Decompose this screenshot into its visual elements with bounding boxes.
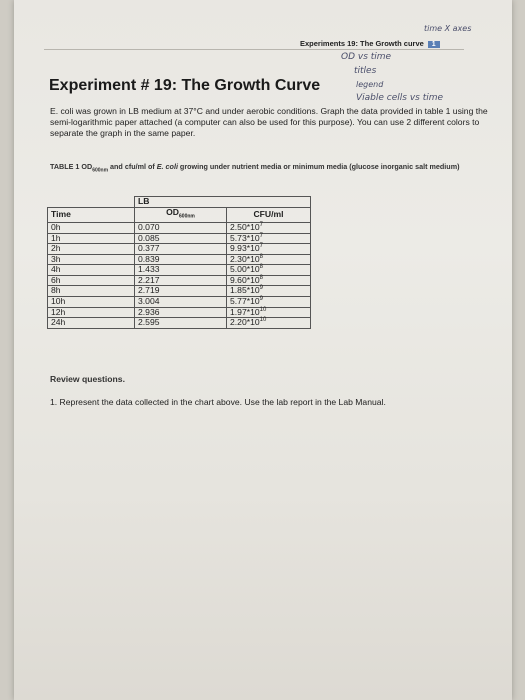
review-heading: Review questions.: [50, 374, 125, 384]
cell-time: 3h: [48, 254, 135, 265]
cell-cfu-exponent: 8: [259, 275, 263, 282]
cell-cfu: [227, 318, 311, 329]
cell-cfu-exponent: 8: [259, 264, 263, 271]
cell-time: 8h: [48, 286, 135, 297]
table-row: [48, 233, 311, 244]
cell-od: 1.433: [135, 265, 227, 276]
handwritten-note-viable-cells: Viable cells vs time: [356, 93, 444, 103]
cell-cfu-base: 2.20*10: [230, 317, 260, 328]
table-row: [48, 265, 311, 276]
cell-cfu-base: 1.85*10: [230, 285, 260, 296]
col-header-od-sub: 600nm: [179, 213, 195, 220]
cell-cfu-exponent: 7: [259, 232, 263, 239]
cell-cfu-exponent: 10: [259, 317, 267, 324]
cell-time: 12h: [48, 307, 135, 318]
cell-cfu-exponent: 8: [259, 253, 263, 260]
cell-time: 2h: [48, 244, 135, 255]
cell-cfu-base: 2.30*10: [230, 253, 260, 264]
table-group-header: LB: [135, 197, 311, 208]
cell-cfu-exponent: 10: [259, 306, 267, 313]
table-row: [48, 222, 311, 233]
caption-prefix: TABLE 1 OD: [50, 162, 93, 171]
col-header-cfu: CFU/ml: [227, 207, 311, 222]
table-row: [48, 286, 311, 297]
cell-cfu-base: 9.60*10: [230, 274, 260, 285]
col-header-time: Time: [48, 207, 135, 222]
cell-time: 0h: [48, 222, 135, 233]
review-question-1: 1. Represent the data collected in the chart above. Use the lab report in the Lab Manual.: [50, 397, 386, 407]
handwritten-note-axes: time X axes: [424, 24, 472, 33]
table-row: [48, 297, 311, 308]
cell-od: 0.839: [135, 254, 227, 265]
cell-time: 6h: [48, 275, 135, 286]
cell-od: 3.004: [135, 297, 227, 308]
intro-paragraph: E. coli was grown in LB medium at 37°C and under aerobic conditions. Graph the data provided in table 1 using the semi-logarithmic paper attached (a computer can also be used for this purpose). You can use 2 different colors to separate the graph in the same paper.: [50, 106, 488, 138]
table-caption: [50, 162, 480, 175]
handwritten-note-od-vs-time: OD vs time: [341, 52, 392, 62]
cell-od: 0.070: [135, 222, 227, 233]
table-row: [48, 275, 311, 286]
header-divider: [44, 49, 464, 50]
cell-time: 1h: [48, 233, 135, 244]
page-title: Experiment # 19: The Growth Curve: [49, 77, 321, 94]
cell-cfu: [227, 286, 311, 297]
cell-od: 2.217: [135, 275, 227, 286]
table-row: [48, 318, 311, 329]
table-row: [48, 244, 311, 255]
page-header-title: Experiments 19: The Growth curve: [300, 39, 424, 48]
cell-cfu: [227, 222, 311, 233]
cell-cfu: [227, 233, 311, 244]
page-header: [300, 39, 440, 48]
cell-cfu-base: 5.00*10: [230, 264, 260, 275]
cell-od: 0.377: [135, 244, 227, 255]
cell-cfu-base: 1.97*10: [230, 306, 260, 317]
cell-cfu-base: 5.73*10: [230, 232, 260, 243]
cell-od: 2.936: [135, 307, 227, 318]
caption-organism: E. coli: [156, 162, 178, 171]
cell-cfu: [227, 254, 311, 265]
cell-cfu-exponent: 9: [259, 296, 263, 303]
cell-time: 4h: [48, 265, 135, 276]
cell-time: 24h: [48, 318, 135, 329]
caption-subscript: 600nm: [92, 167, 109, 174]
caption-suffix: growing under nutrient media or minimum media (glucose inorganic salt medium): [177, 162, 460, 171]
handwritten-note-titles: titles: [354, 66, 377, 76]
cell-cfu-base: 9.93*10: [230, 243, 260, 254]
page-number-badge: 1: [428, 41, 440, 48]
cell-od: 2.595: [135, 318, 227, 329]
cell-time: 10h: [48, 297, 135, 308]
table-row: [48, 307, 311, 318]
handwritten-note-legend: legend: [356, 80, 384, 89]
growth-data-table: [47, 196, 311, 329]
cell-cfu-base: 5.77*10: [230, 296, 260, 307]
col-header-od: [135, 207, 227, 222]
cell-cfu-exponent: 7: [259, 222, 263, 229]
table-row: [48, 254, 311, 265]
caption-rest: and cfu/ml of: [108, 162, 157, 171]
cell-od: 0.085: [135, 233, 227, 244]
cell-cfu: [227, 297, 311, 308]
cell-cfu: [227, 275, 311, 286]
cell-cfu: [227, 244, 311, 255]
cell-cfu-base: 2.50*10: [230, 221, 260, 232]
cell-od: 2.719: [135, 286, 227, 297]
cell-cfu-exponent: 9: [259, 285, 263, 292]
worksheet-page: [14, 0, 512, 700]
cell-cfu-exponent: 7: [259, 243, 263, 250]
col-header-od-label: OD: [166, 206, 180, 217]
cell-cfu: [227, 307, 311, 318]
cell-cfu: [227, 265, 311, 276]
